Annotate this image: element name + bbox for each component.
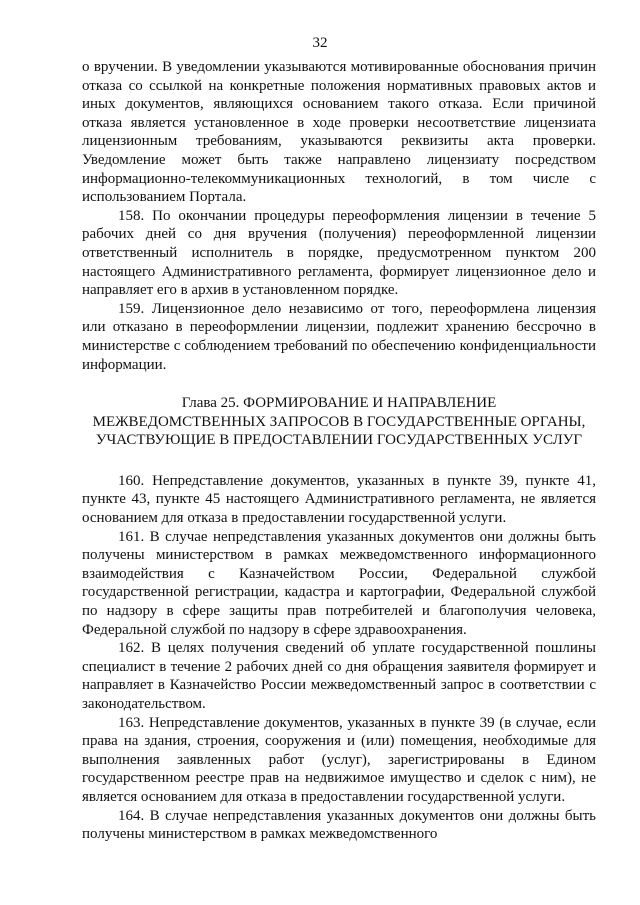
document-body [82,58,596,844]
paragraph-159: 159. Лицензионное дело независимо от того, переоформлена лицензия или отказано в переоформлении лицензии, подлежит хранению бессрочно в министерстве с соблюдением требований по обеспечению конфиденциальности информации. [82,300,596,373]
chapter-heading-line-3: УЧАСТВУЮЩИЕ В ПРЕДОСТАВЛЕНИИ ГОСУДАРСТВЕННЫХ УСЛУГ [95,432,583,449]
paragraph-164: 164. В случае непредставления указанных документов они должны быть получены министерством в рамках межведомственного [82,807,596,843]
chapter-heading-line-1: Глава 25. ФОРМИРОВАНИЕ И НАПРАВЛЕНИЕ [181,395,497,412]
paragraph-continuation: о вручении. В уведомлении указываются мотивированные обоснования причин отказа со ссылкой на конкретные положения нормативных правовых актов и иных документов, являющихся основанием такого отказа. Если причиной отказа является установленное в ходе проверки несоответствие лицензиата лицензионным требованиям, указываются реквизиты акта проверки. Уведомление может быть также направлено лицензиату посредством информационно-телекоммуникационных технологий, в том числе с использованием Портала. [82,59,596,206]
page-number: 32 [312,35,328,51]
chapter-heading-line-2: МЕЖВЕДОМСТВЕННЫХ ЗАПРОСОВ В ГОСУДАРСТВЕННЫЕ ОРГАНЫ, [92,413,586,430]
paragraph-161: 161. В случае непредставления указанных документов они должны быть получены министерством в рамках межведомственного информационного взаимодействия с Казначейством России, Федеральной службой государственной регистрации, кадастра и картографии, Федеральной службой по надзору в сфере защиты прав потребителей и благополучия человека, Федеральной службой по надзору в сфере здравоохранения. [82,528,596,638]
paragraph-160: 160. Непредставление документов, указанных в пункте 39, пункте 41, пункте 43, пункте 45 настоящего Административного регламента, не является основанием для отказа в предоставлении государственной услуги. [82,472,596,527]
paragraph-163: 163. Непредставление документов, указанных в пункте 39 (в случае, если права на здания, строения, сооружения и (или) помещения, необходимые для выполнения заявленных работ (услуг), зарегистрированы в Едином государственном реестре прав на недвижимое имущество и сделок с ним), не является основанием для отказа в предоставлении государственной услуги. [82,714,596,805]
paragraph-162: 162. В целях получения сведений об уплате государственной пошлины специалист в течение 2 рабочих дней со дня обращения заявителя формирует и направляет в Казначейство России межведомственный запрос в соответствии с законодательством. [82,640,596,712]
paragraph-158: 158. По окончании процедуры переоформления лицензии в течение 5 рабочих дней со дня вручения (получения) переоформленной лицензии ответственный исполнитель в порядке, предусмотренном пунктом 200 настоящего Административного регламента, формирует лицензионное дело и направляет его в архив в установленном порядке. [82,207,596,299]
chapter-heading [82,394,596,450]
